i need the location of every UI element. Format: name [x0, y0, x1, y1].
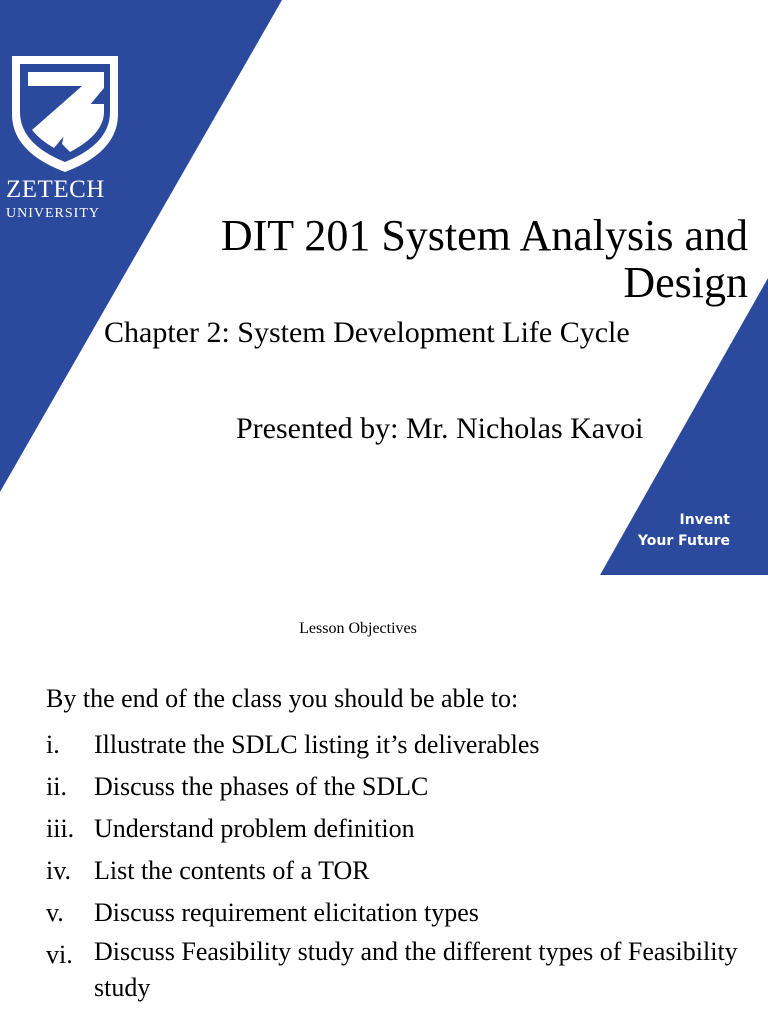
list-item-text: Discuss Feasibility study and the different types of Feasibility study	[94, 937, 738, 1002]
list-item-number: iii.	[46, 814, 75, 843]
slogan-line1: Invent	[679, 512, 730, 528]
list-item	[46, 892, 746, 934]
list-item-text: List the contents of a TOR	[94, 856, 370, 885]
presenter-name: Presented by: Mr. Nicholas Kavoi	[236, 412, 644, 445]
slide-title: DIT 201 System Analysis and Design	[220, 211, 748, 307]
list-item	[46, 850, 746, 892]
list-item-number: i.	[46, 730, 60, 759]
logo-name-line2: UNIVERSITY	[6, 206, 100, 221]
list-item-text: Discuss the phases of the SDLC	[94, 772, 429, 801]
list-item	[46, 724, 746, 766]
slide-subtitle: Chapter 2: System Development Life Cycle	[104, 316, 630, 349]
logo-name-line1: ZETECH	[6, 176, 105, 203]
zetech-shield-logo	[0, 44, 130, 174]
list-item-number: vi.	[46, 940, 73, 969]
list-item-number: v.	[46, 898, 64, 927]
list-item	[46, 934, 746, 1006]
objectives-list	[46, 724, 746, 1006]
slogan-line2: Your Future	[637, 533, 730, 549]
list-item-number: ii.	[46, 772, 67, 801]
list-item	[46, 766, 746, 808]
list-item-text: Illustrate the SDLC listing it’s deliverables	[94, 730, 540, 759]
list-item-number: iv.	[46, 856, 72, 885]
list-item-text: Discuss requirement elicitation types	[94, 898, 479, 927]
lesson-intro: By the end of the class you should be able to:	[46, 684, 519, 713]
slogan	[638, 510, 730, 552]
lesson-objectives-heading: Lesson Objectives	[299, 620, 417, 637]
list-item	[46, 808, 746, 850]
list-item-text: Understand problem definition	[94, 814, 415, 843]
